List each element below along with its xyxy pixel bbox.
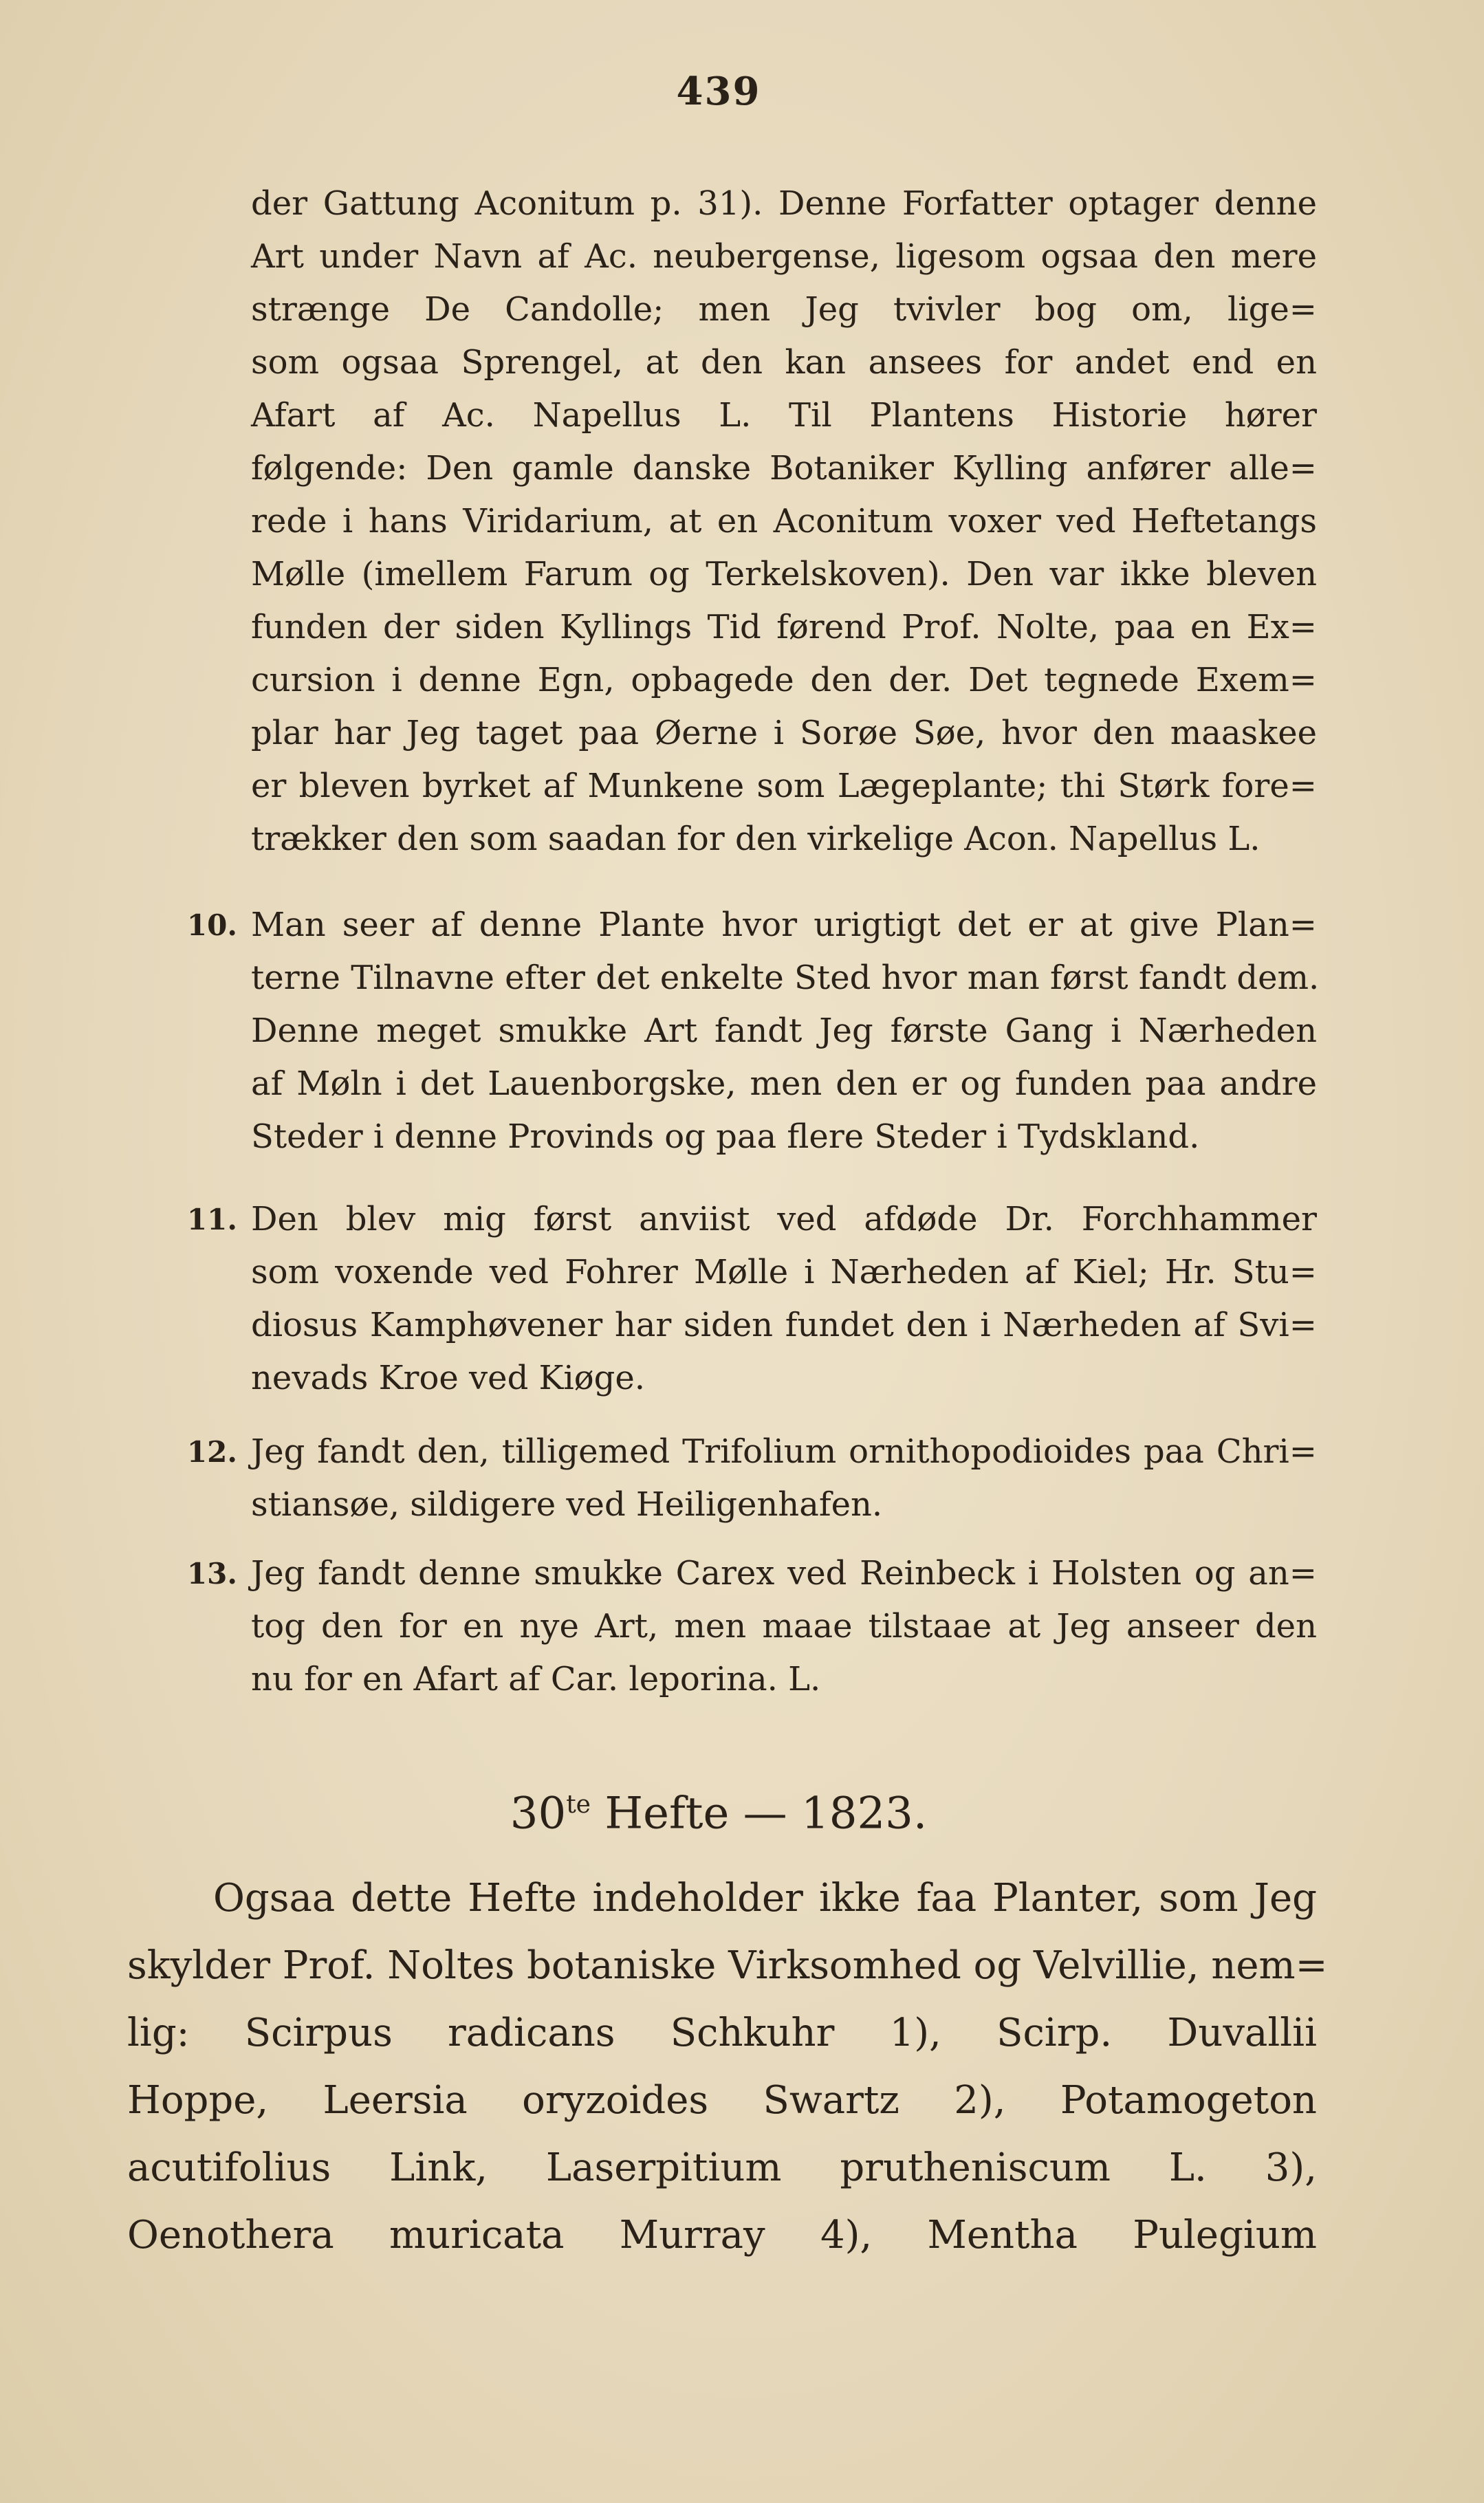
footnote-number: 10. — [186, 908, 237, 942]
text-line: som ogsaa Sprengel, at den kan ansees for andet end en — [251, 343, 1317, 382]
heading-superscript: te — [566, 1791, 591, 1819]
heading-prefix: 30 — [510, 1788, 567, 1839]
text-line: cursion i denne Egn, opbagede den der. Det tegnede Exem= — [251, 661, 1317, 699]
text-line: Jeg fandt den, tilligemed Trifolium ornithopodioides paa Chri= — [251, 1432, 1317, 1471]
footnote-number: 12. — [186, 1435, 237, 1469]
text-line: Art under Navn af Ac. neubergense, ligesom ogsaa den mere — [251, 237, 1317, 276]
text-line: diosus Kamphøvener har siden fundet den i Nærheden af Svi= — [251, 1306, 1317, 1344]
text-line: Afart af Ac. Napellus L. Til Plantens Historie hører — [251, 396, 1317, 435]
text-line: Den blev mig først anviist ved afdøde Dr. Forchhammer — [251, 1200, 1317, 1238]
text-line: plar har Jeg taget paa Øerne i Sorøe Søe, hvor den maaskee — [251, 714, 1317, 752]
section-paragraph — [127, 1865, 1328, 2269]
text-line: trækker den som saadan for den virkelige Acon. Napellus L. — [251, 820, 1261, 858]
section-heading — [0, 1774, 1437, 1844]
footnote-10 — [186, 899, 1320, 1163]
footnote-11 — [186, 1193, 1317, 1405]
page-number: 439 — [676, 69, 761, 114]
text-line: Steder i denne Provinds og paa flere Steder i Tydskland. — [251, 1117, 1200, 1156]
text-line: nevads Kroe ved Kiøge. — [251, 1359, 646, 1397]
text-line: der Gattung Aconitum p. 31). Denne Forfatter optager denne — [251, 184, 1317, 223]
footnote-12 — [186, 1425, 1317, 1531]
text-line: Ogsaa dette Hefte indeholder ikke faa Planter, som Jeg — [213, 1876, 1317, 1921]
text-line: stiansøe, sildigere ved Heiligenhafen. — [251, 1485, 883, 1524]
text-line: følgende: Den gamle danske Botaniker Kylling anfører alle= — [251, 449, 1317, 488]
footnote-number: 13. — [186, 1557, 237, 1591]
text-line: strænge De Candolle; men Jeg tvivler bog om, lige= — [251, 290, 1317, 329]
text-line: tog den for en nye Art, men maae tilstaae at Jeg anseer den — [251, 1607, 1317, 1646]
text-line: skylder Prof. Noltes botaniske Virksomhed og Velvillie, nem= — [127, 1943, 1328, 1988]
text-line: af Møln i det Lauenborgske, men den er og funden paa andre — [251, 1064, 1317, 1103]
text-line: lig: Scirpus radicans Schkuhr 1), Scirp. Duvallii — [127, 2011, 1317, 2055]
text-line: nu for en Afart af Car. leporina. L. — [251, 1660, 821, 1698]
text-line: er bleven byrket af Munkene som Lægeplante; thi Størk fore= — [251, 767, 1317, 805]
text-line: rede i hans Viridarium, at en Aconitum voxer ved Heftetangs — [251, 502, 1317, 540]
text-line: Mølle (imellem Farum og Terkelskoven). Den var ikke bleven — [251, 555, 1317, 593]
footnote-13 — [186, 1547, 1317, 1706]
text-line: Denne meget smukke Art fandt Jeg første Gang i Nærheden — [251, 1012, 1317, 1050]
text-line: funden der siden Kyllings Tid førend Prof. Nolte, paa en Ex= — [251, 608, 1317, 646]
intro-paragraph — [251, 177, 1317, 866]
text-line: acutifolius Link, Laserpitium prutheniscum L. 3), — [127, 2145, 1317, 2190]
text-line: terne Tilnavne efter det enkelte Sted hvor man først fandt dem. — [251, 959, 1320, 997]
footnote-number: 11. — [186, 1203, 237, 1236]
text-line: Hoppe, Leersia oryzoides Swartz 2), Potamogeton — [127, 2078, 1317, 2123]
heading-title: Hefte — 1823. — [604, 1788, 928, 1839]
text-line: Jeg fandt denne smukke Carex ved Reinbeck i Holsten og an= — [251, 1554, 1317, 1593]
text-line: som voxende ved Fohrer Mølle i Nærheden af Kiel; Hr. Stu= — [251, 1253, 1317, 1291]
text-line: Man seer af denne Plante hvor urigtigt det er at give Plan= — [251, 906, 1317, 944]
text-line: Oenothera muricata Murray 4), Mentha Pulegium — [127, 2213, 1317, 2258]
